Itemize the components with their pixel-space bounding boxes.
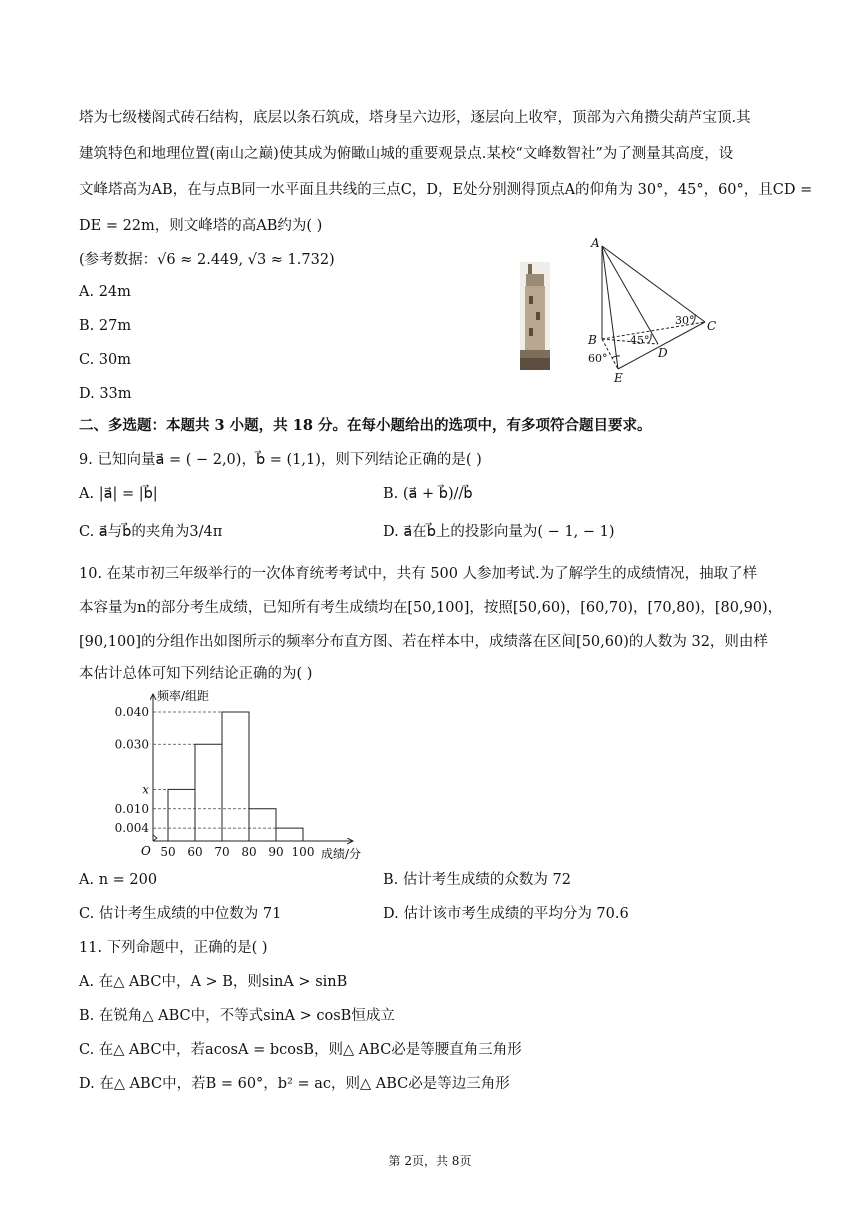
q11-stem: 11. 下列命题中，正确的是( )	[79, 940, 268, 956]
q11-option-c: C. 在△ ABC中，若acosA = bcosB，则△ ABC必是等腰直角三角形	[79, 1042, 522, 1058]
segment-ad	[602, 246, 658, 344]
y-tick-label-3: x	[142, 782, 149, 797]
y-tick-label-4: 0.010	[114, 801, 149, 816]
q8-option-d: D. 33m	[79, 386, 132, 402]
q9-option-a: A. |a⃗| = |b⃗|	[79, 486, 158, 502]
x-tick-label-80: 80	[241, 845, 257, 859]
angle-label-45: 45°	[630, 334, 650, 347]
histogram-bars	[168, 712, 303, 841]
q10-option-b: B. 估计考生成绩的众数为 72	[383, 872, 571, 888]
q11-option-b: B. 在锐角△ ABC中，不等式sinA > cosB恒成立	[79, 1008, 395, 1024]
q11-option-d: D. 在△ ABC中，若B = 60°，b² = ac，则△ ABC必是等边三角形	[79, 1076, 510, 1092]
q10-text-line-3: [90,100]的分组作出如图所示的频率分布直方图、若在样本中，成绩落在区间[50,60)的人数为 32，则由样	[79, 634, 768, 650]
q9-option-b: B. (a⃗ + b⃗)//b⃗	[383, 486, 473, 502]
segment-ae	[602, 246, 618, 369]
point-label-e: E	[614, 371, 623, 384]
tower-geometry-figure	[580, 234, 740, 384]
point-label-b: B	[588, 333, 597, 347]
q8-text-line-1: 塔为七级楼阁式砖石结构，底层以条石筑成，塔身呈六边形，逐层向上收窄，顶部为六角攒尖葫芦宝顶.其	[79, 110, 751, 126]
point-label-a: A	[591, 236, 600, 250]
point-label-c: C	[707, 319, 717, 333]
histogram-bar-2	[195, 744, 222, 841]
q10-text-line-4: 本估计总体可知下列结论正确的为( )	[79, 666, 313, 682]
y-tick-label-2: 0.030	[114, 737, 149, 752]
q8-text-line-2: 建筑特色和地理位置(南山之巅)使其成为俯瞰山城的重要观景点.某校“文峰数智社”为了测量其高度，设	[79, 146, 734, 162]
q8-option-b: B. 27m	[79, 318, 132, 334]
q8-option-c: C. 30m	[79, 352, 131, 368]
page-footer: 第 2页，共 8页	[388, 1154, 472, 1168]
histogram-bar-5	[276, 828, 303, 841]
histogram-bar-3	[222, 712, 249, 841]
x-tick-label-100: 100	[291, 845, 315, 859]
x-tick-label-50: 50	[160, 845, 176, 859]
angle-label-60: 60°	[588, 352, 608, 365]
histogram-guides	[153, 712, 276, 828]
x-axis-label: 成绩/分	[321, 847, 362, 861]
q8-text-line-4: DE = 22m，则文峰塔的高AB约为( )	[79, 218, 323, 234]
tower-photo	[520, 262, 550, 370]
q8-option-a: A. 24m	[79, 284, 131, 300]
origin-label: O	[141, 844, 151, 858]
q10-text-line-1: 10. 在某市初三年级举行的一次体育统考考试中，共有 500 人参加考试.为了解学生的成绩情况，抽取了样	[79, 566, 758, 582]
q8-reference-data: (参考数据：√6 ≈ 2.449, √3 ≈ 1.732)	[79, 252, 335, 268]
y-axis-label: 频率/组距	[157, 689, 210, 703]
q9-stem: 9. 已知向量a⃗ = ( − 2,0)，b⃗ = (1,1)，则下列结论正确的是( )	[79, 452, 482, 468]
histogram-bar-1	[168, 789, 195, 841]
q8-text-line-3: 文峰塔高为AB，在与点B同一水平面且共线的三点C，D，E处分别测得顶点A的仰角为 30°，45°，60°，且CD =	[79, 182, 813, 198]
axis-break-mark	[153, 835, 157, 841]
histogram-bar-4	[249, 809, 276, 841]
y-tick-label-1: 0.040	[114, 705, 149, 719]
q10-text-line-2: 本容量为n的部分考生成绩，已知所有考生成绩均在[50,100]，按照[50,60)，[60,70)，[70,80)，[80,90)，	[79, 600, 783, 616]
frequency-histogram	[95, 688, 385, 866]
x-tick-label-60: 60	[187, 845, 203, 859]
q10-option-d: D. 估计该市考生成绩的平均分为 70.6	[383, 906, 629, 922]
q10-option-c: C. 估计考生成绩的中位数为 71	[79, 906, 282, 922]
x-tick-label-70: 70	[214, 845, 230, 859]
segment-ac	[602, 246, 705, 322]
point-label-d: D	[658, 346, 668, 360]
x-tick-label-90: 90	[268, 845, 284, 859]
q11-option-a: A. 在△ ABC中，A > B，则sinA > sinB	[79, 974, 348, 990]
y-tick-label-5: 0.004	[114, 821, 149, 836]
q10-option-a: A. n = 200	[79, 872, 158, 888]
q9-option-d: D. a⃗在b⃗上的投影向量为( − 1, − 1)	[383, 524, 615, 540]
angle-label-30: 30°	[675, 314, 695, 327]
section-heading-multiple-choice: 二、多选题：本题共 3 小题，共 18 分。在每小题给出的选项中，有多项符合题目要求。	[79, 417, 652, 434]
q9-option-c: C. a⃗与b⃗的夹角为3/4π	[79, 524, 223, 540]
